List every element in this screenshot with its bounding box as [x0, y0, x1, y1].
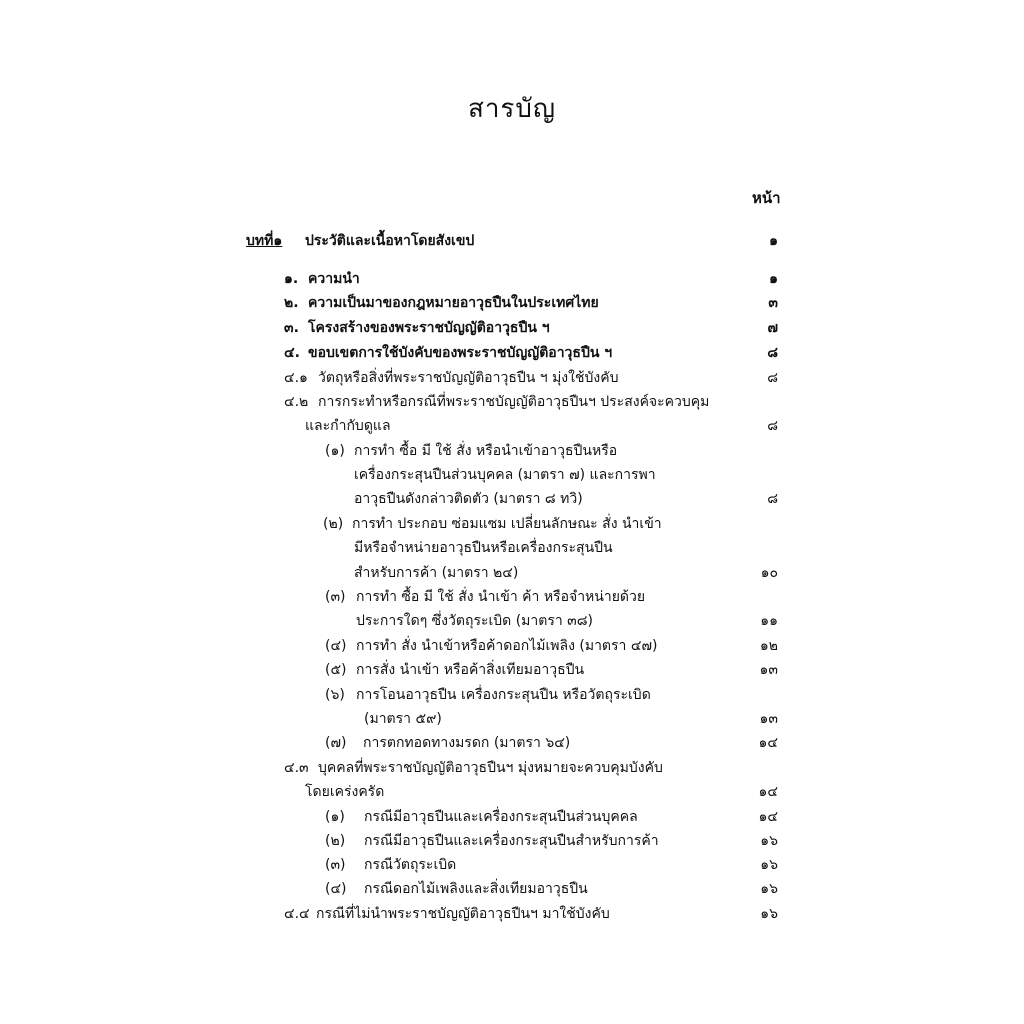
toc-entry-title: และกำกับดูแล: [305, 418, 391, 434]
toc-entry-title: ประวัติและเนื้อหาโดยสังเขป: [305, 233, 475, 249]
toc-entry: [0, 658, 1024, 682]
toc-entry-page-number: ๑: [769, 271, 778, 287]
toc-entry: [0, 609, 1024, 633]
toc-entry-page-number: ๑๐: [760, 565, 778, 581]
toc-entry-number: (๑): [325, 809, 345, 825]
toc-entry-page-number: ๑๔: [758, 809, 778, 825]
toc-entry: [0, 341, 1024, 365]
toc-entry: [0, 512, 1024, 536]
toc-entry-title: กรณีที่ไม่นำพระราชบัญญัติอาวุธปืนฯ มาใช้บังคับ: [316, 906, 610, 922]
toc-entry-title: กรณีมีอาวุธปืนและเครื่องกระสุนปืนส่วนบุคคล: [364, 809, 638, 825]
toc-entry: [0, 780, 1024, 804]
toc-entry-number: ๔.: [284, 345, 300, 361]
toc-entry-page-number: ๑๖: [760, 906, 778, 922]
toc-entry-page-number: ๗: [767, 320, 778, 336]
toc-entry-number: (๒): [323, 516, 344, 532]
toc-entry-page-number: ๑๒: [759, 638, 778, 654]
toc-entry-number: (๗): [325, 735, 347, 751]
toc-entry: [0, 561, 1024, 585]
toc-entry-page-number: ๑๖: [760, 857, 778, 873]
toc-entry-title: การตกทอดทางมรดก (มาตรา ๖๔): [363, 735, 571, 751]
toc-entry: [0, 267, 1024, 291]
toc-entry-number: ๔.๔: [284, 906, 310, 922]
toc-entry-number: ๔.๑: [284, 370, 308, 386]
toc-entry-number: ๔.๓: [284, 760, 309, 776]
page-column-header: หน้า: [752, 189, 781, 207]
toc-entry-page-number: ๘: [767, 370, 778, 386]
toc-entry-page-number: ๑: [769, 233, 778, 249]
toc-entry-title: การทำ ซื้อ มี ใช้ สั่ง นำเข้า ค้า หรือจำหน่ายด้วย: [356, 589, 646, 605]
toc-entry-title: ความเป็นมาของกฎหมายอาวุธปืนในประเทศไทย: [308, 295, 599, 311]
toc-entry-title: บุคคลที่พระราชบัญญัติอาวุธปืนฯ มุ่งหมายจะควบคุมบังคับ: [318, 760, 663, 776]
toc-entry-page-number: ๑๖: [760, 881, 778, 897]
toc-entry: [0, 756, 1024, 780]
toc-entry-page-number: ๓: [768, 295, 778, 311]
toc-entry: [0, 439, 1024, 463]
toc-entry-title: การกระทำหรือกรณีที่พระราชบัญญัติอาวุธปืนฯ ประสงค์จะควบคุม: [318, 394, 710, 410]
toc-entry-number: ๑.: [284, 271, 299, 287]
toc-entry: [0, 829, 1024, 853]
page-title: สารบัญ: [467, 94, 557, 124]
toc-entry-number: (๒): [325, 833, 346, 849]
toc-entry-title: การทำ สั่ง นำเข้าหรือค้าดอกไม้เพลิง (มาตรา ๔๗): [356, 638, 658, 654]
toc-entry-page-number: ๑๓: [759, 711, 778, 727]
toc-entry-page-number: ๑๔: [758, 784, 778, 800]
toc-entry: [0, 731, 1024, 755]
toc-entry: [0, 229, 1024, 253]
toc-entry-page-number: ๑๔: [758, 735, 778, 751]
toc-entry: [0, 390, 1024, 414]
toc-entry-page-number: ๘: [767, 491, 778, 507]
toc-entry: [0, 487, 1024, 511]
toc-entry: [0, 463, 1024, 487]
toc-entry: [0, 634, 1024, 658]
toc-entry-title: โครงสร้างของพระราชบัญญัติอาวุธปืน ฯ: [308, 320, 550, 336]
toc-entry-number: (๔): [325, 638, 347, 654]
toc-entry-title: กรณีมีอาวุธปืนและเครื่องกระสุนปืนสำหรับการค้า: [364, 833, 659, 849]
toc-entry-title: สำหรับการค้า (มาตรา ๒๔): [354, 565, 519, 581]
toc-entry-page-number: ๑๓: [759, 662, 778, 678]
toc-entry-number: ๒.: [284, 295, 299, 311]
toc-entry: [0, 414, 1024, 438]
toc-entry: [0, 805, 1024, 829]
toc-entry-number: บทที่๑: [246, 233, 283, 249]
toc-entry: [0, 366, 1024, 390]
toc-entry-number: (๓): [325, 589, 346, 605]
toc-entry: [0, 291, 1024, 315]
toc-entry-number: (๖): [325, 687, 345, 703]
toc-entry-number: (๕): [325, 662, 347, 678]
toc-entry-title: เครื่องกระสุนปืนส่วนบุคคล (มาตรา ๗) และการพา: [354, 467, 656, 483]
toc-entry-title: การทำ ซื้อ มี ใช้ สั่ง หรือนำเข้าอาวุธปืนหรือ: [354, 443, 618, 459]
toc-entry-title: การโอนอาวุธปืน เครื่องกระสุนปืน หรือวัตถุระเบิด: [356, 687, 651, 703]
toc-entry-title: ประการใดๆ ซึ่งวัตถุระเบิด (มาตรา ๓๘): [356, 613, 594, 629]
toc-entry-page-number: ๑๖: [760, 833, 778, 849]
toc-entry-title: วัตถุหรือสิ่งที่พระราชบัญญัติอาวุธปืน ฯ มุ่งใช้บังคับ: [318, 370, 619, 386]
toc-entry: [0, 316, 1024, 340]
toc-entry: [0, 853, 1024, 877]
toc-entry-number: (๑): [325, 443, 345, 459]
toc-entry-title: ความนำ: [308, 271, 360, 287]
toc-entry: [0, 585, 1024, 609]
toc-entry-page-number: ๑๑: [760, 613, 778, 629]
toc-entry-title: ขอบเขตการใช้บังคับของพระราชบัญญัติอาวุธปืน ฯ: [308, 345, 613, 361]
toc-entry-title: การสั่ง นำเข้า หรือค้าสิ่งเทียมอาวุธปืน: [356, 662, 585, 678]
toc-entry: [0, 536, 1024, 560]
toc-entry-number: (๔): [325, 881, 347, 897]
toc-entry-title: กรณีดอกไม้เพลิงและสิ่งเทียมอาวุธปืน: [364, 881, 588, 897]
toc-entry-title: อาวุธปืนดังกล่าวติดตัว (มาตรา ๘ ทวิ): [354, 491, 583, 507]
toc-entry-number: (๓): [325, 857, 346, 873]
toc-entry-number: ๔.๒: [284, 394, 309, 410]
toc-entry: [0, 902, 1024, 926]
toc-entry: [0, 707, 1024, 731]
toc-entry-title: มีหรือจำหน่ายอาวุธปืนหรือเครื่องกระสุนปืน: [354, 540, 613, 556]
toc-entry-number: ๓.: [284, 320, 299, 336]
toc-entry-title: (มาตรา ๕๙): [364, 711, 442, 727]
toc-entry: [0, 877, 1024, 901]
toc-entry-title: โดยเคร่งครัด: [305, 784, 385, 800]
toc-entry: [0, 683, 1024, 707]
toc-entry-title: กรณีวัตถุระเบิด: [364, 857, 457, 873]
toc-entry-title: การทำ ประกอบ ซ่อมแซม เปลี่ยนลักษณะ สั่ง นำเข้า: [352, 516, 662, 532]
toc-entry-page-number: ๘: [767, 345, 778, 361]
toc-entry-page-number: ๘: [767, 418, 778, 434]
